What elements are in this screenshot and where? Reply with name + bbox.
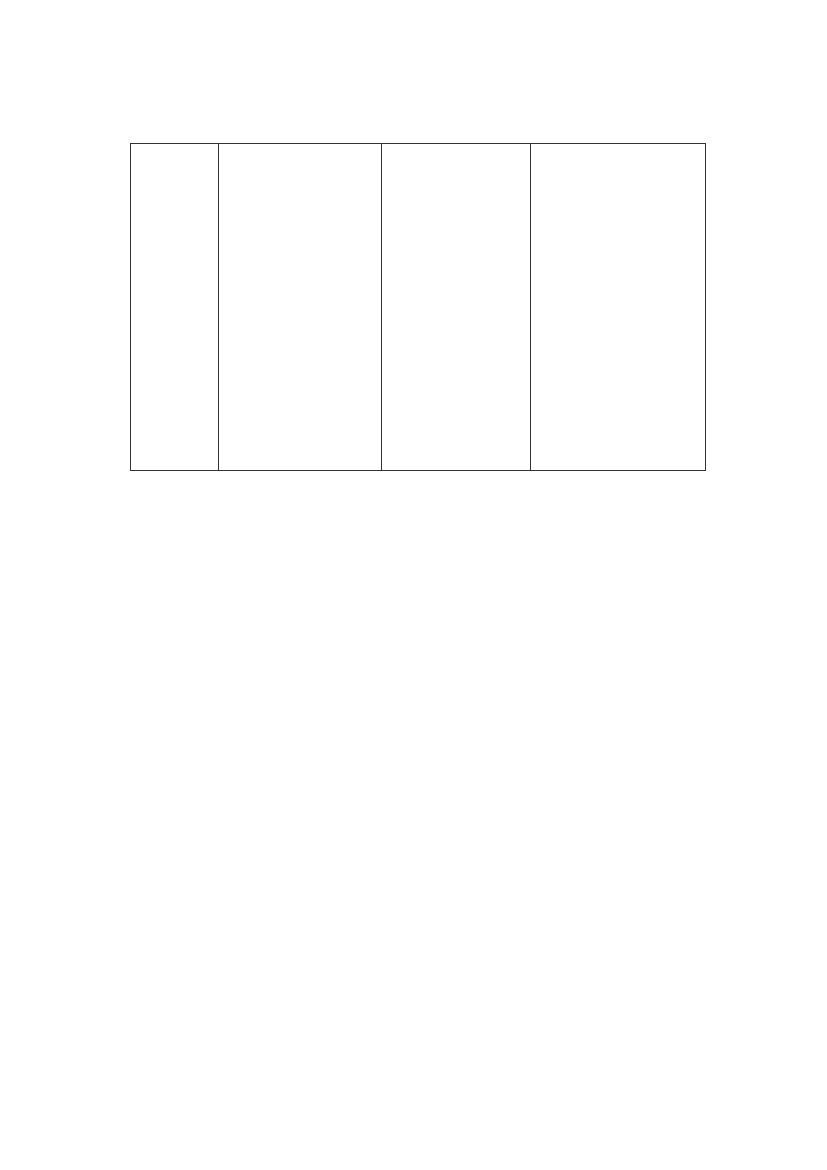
course-info-table bbox=[130, 143, 706, 471]
table-row-continuation bbox=[131, 144, 706, 471]
column-2-cell bbox=[382, 144, 531, 471]
row-label-empty bbox=[131, 144, 219, 471]
column-1-cell bbox=[219, 144, 382, 471]
column-3-cell bbox=[531, 144, 706, 471]
